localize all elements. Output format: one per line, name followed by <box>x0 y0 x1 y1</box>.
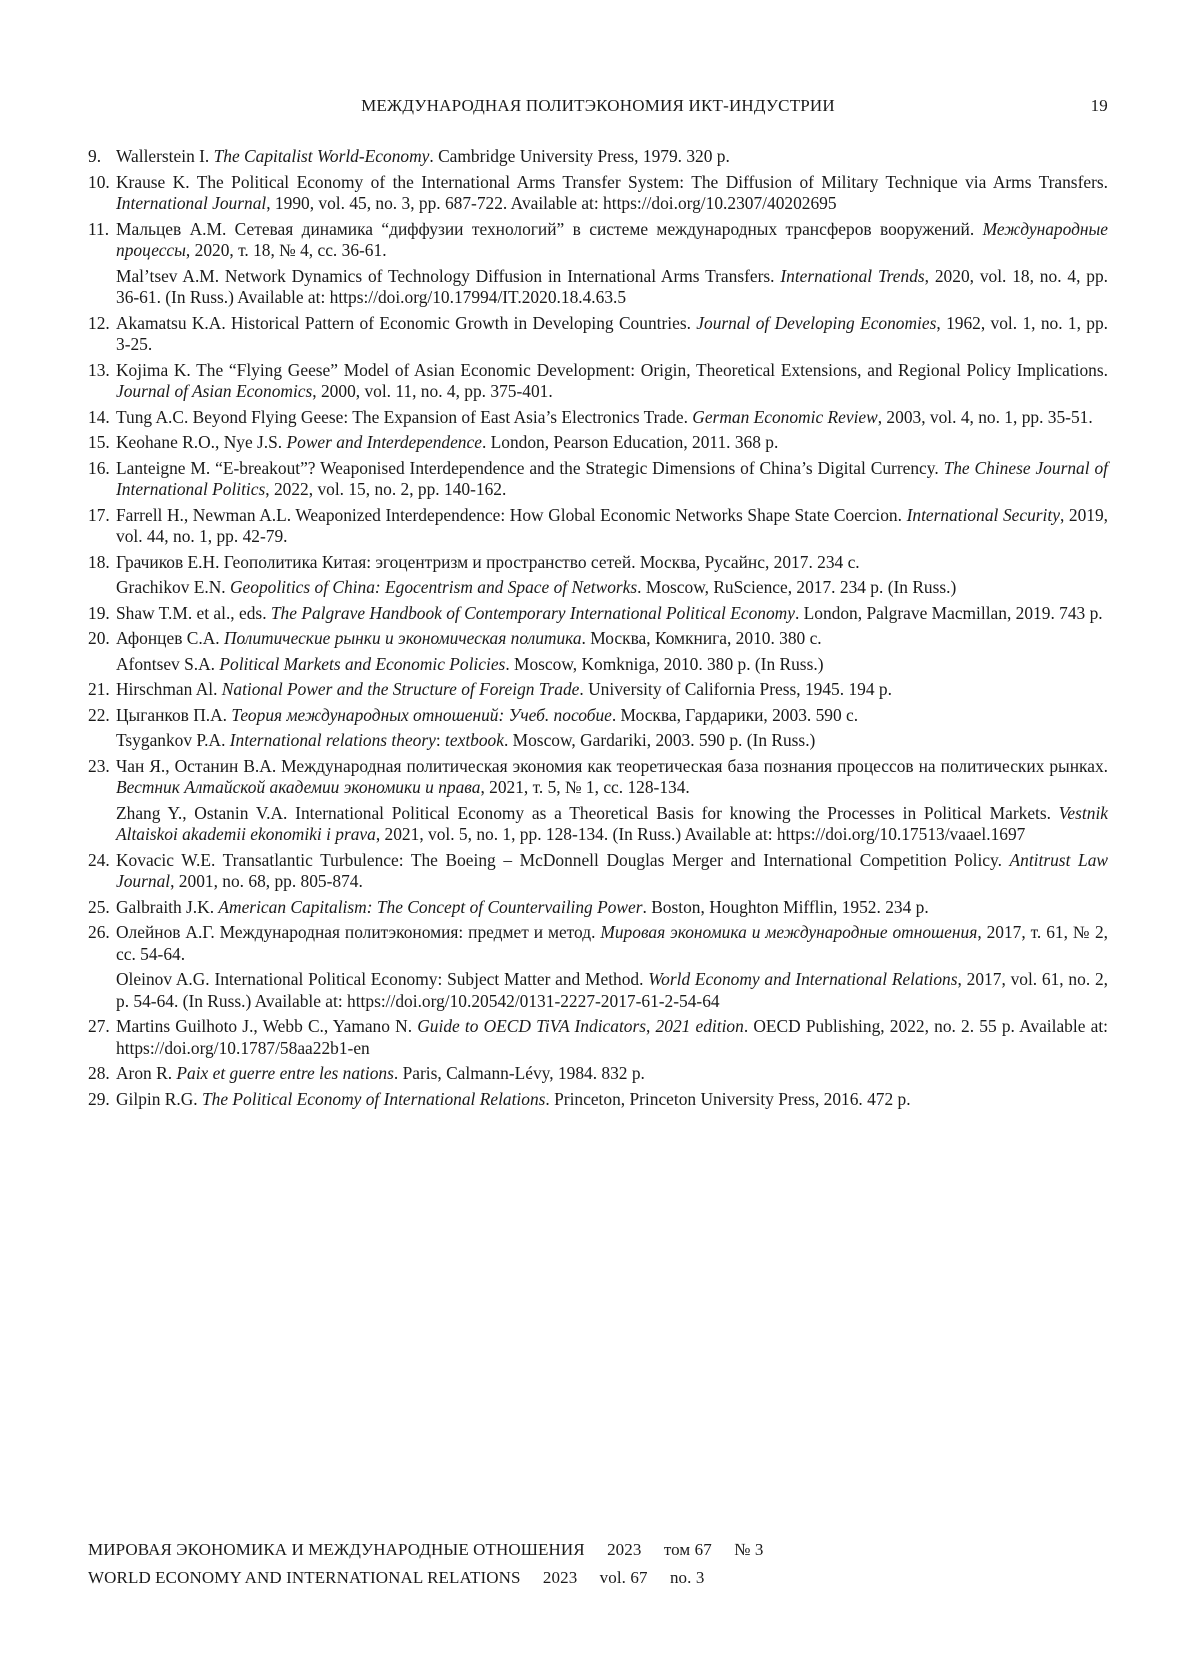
reference-text <box>116 1089 1108 1111</box>
reference-text <box>116 922 1108 1012</box>
reference-segment: . Moscow, RuScience, 2017. 234 p. (In Russ.) <box>637 577 956 597</box>
reference-segment: , 2017, т. 61, № 2, сс. 54-64. <box>116 922 1108 964</box>
reference-italic-segment: Journal of Asian Economics <box>116 381 312 401</box>
reference-text <box>116 1016 1108 1059</box>
reference-number: 18. <box>88 552 116 599</box>
reference-segment: , 1990, vol. 45, no. 3, pp. 687-722. Available at: https://doi.org/10.2307/40202695 <box>266 193 836 213</box>
reference-number: 28. <box>88 1063 116 1085</box>
reference-item <box>88 360 1108 403</box>
reference-text <box>116 505 1108 548</box>
reference-text <box>116 360 1108 403</box>
reference-item <box>88 1089 1108 1111</box>
reference-segment: Афонцев С.А. <box>116 628 224 648</box>
reference-paragraph <box>116 407 1108 429</box>
page-number: 19 <box>1091 96 1108 116</box>
reference-item <box>88 705 1108 752</box>
reference-text <box>116 172 1108 215</box>
footer-journal-name-ru: МИРОВАЯ ЭКОНОМИКА И МЕЖДУНАРОДНЫЕ ОТНОШЕНИЯ <box>88 1540 585 1559</box>
reference-segment: Keohane R.O., Nye J.S. <box>116 432 287 452</box>
reference-item <box>88 850 1108 893</box>
reference-segment: Farrell H., Newman A.L. Weaponized Interdependence: How Global Economic Networks Shape State Coercion. <box>116 505 907 525</box>
reference-segment: , 1962, vol. 1, no. 1, pp. 3-25. <box>116 313 1108 355</box>
reference-text <box>116 552 1108 599</box>
reference-text <box>116 679 1108 701</box>
reference-text <box>116 432 1108 454</box>
reference-text <box>116 705 1108 752</box>
reference-item <box>88 505 1108 548</box>
reference-paragraph <box>116 679 1108 701</box>
reference-item <box>88 922 1108 1012</box>
reference-paragraph <box>116 969 1108 1012</box>
reference-number: 12. <box>88 313 116 356</box>
reference-paragraph <box>116 603 1108 625</box>
reference-paragraph <box>116 219 1108 262</box>
reference-text <box>116 756 1108 846</box>
reference-number: 25. <box>88 897 116 919</box>
reference-segment: , 2017, vol. 61, no. 2, p. 54-64. (In Russ.) Available at: https://doi.org/10.20542/0131-2227-2017-61-2-54-64 <box>116 969 1108 1011</box>
reference-paragraph <box>116 628 1108 650</box>
reference-italic-segment: The Palgrave Handbook of Contemporary International Political Economy <box>271 603 795 623</box>
reference-italic-segment: Political Markets and Economic Policies <box>219 654 505 674</box>
reference-text <box>116 850 1108 893</box>
reference-italic-segment: Теория международных отношений: Учеб. пособие <box>231 705 611 725</box>
reference-text <box>116 313 1108 356</box>
reference-segment: , <box>646 1016 656 1036</box>
footer-russian <box>88 1540 763 1560</box>
reference-paragraph <box>116 577 1108 599</box>
reference-number: 17. <box>88 505 116 548</box>
reference-text <box>116 897 1108 919</box>
reference-paragraph <box>116 313 1108 356</box>
reference-segment: Oleinov A.G. International Political Economy: Subject Matter and Method. <box>116 969 648 989</box>
reference-number: 29. <box>88 1089 116 1111</box>
running-header <box>88 96 1108 122</box>
footer-issue-ru: № 3 <box>734 1540 763 1559</box>
reference-segment: Martins Guilhoto J., Webb C., Yamano N. <box>116 1016 417 1036</box>
reference-italic-segment: American Capitalism: The Concept of Countervailing Power <box>218 897 642 917</box>
reference-number: 14. <box>88 407 116 429</box>
reference-segment: Wallerstein I. <box>116 146 214 166</box>
reference-item <box>88 756 1108 846</box>
reference-text <box>116 407 1108 429</box>
reference-text <box>116 146 1108 168</box>
reference-segment: . Paris, Calmann-Lévy, 1984. 832 p. <box>394 1063 645 1083</box>
reference-paragraph <box>116 705 1108 727</box>
reference-paragraph <box>116 1063 1108 1085</box>
reference-number: 10. <box>88 172 116 215</box>
reference-item <box>88 1016 1108 1059</box>
reference-segment: Tung A.C. Beyond Flying Geese: The Expansion of East Asia’s Electronics Trade. <box>116 407 692 427</box>
reference-segment: . University of California Press, 1945. 194 p. <box>579 679 892 699</box>
reference-paragraph <box>116 505 1108 548</box>
footer-year-en: 2023 <box>543 1568 577 1587</box>
reference-segment: Чан Я., Останин В.А. Международная политическая экономия как теоретическая база познания процессов на политических рынках. <box>116 756 1108 776</box>
reference-text <box>116 219 1108 309</box>
reference-segment: . Boston, Houghton Mifflin, 1952. 234 p. <box>643 897 929 917</box>
reference-segment: Grachikov E.N. <box>116 577 230 597</box>
reference-item <box>88 313 1108 356</box>
reference-segment: , 2020, vol. 18, no. 4, pp. 36-61. (In Russ.) Available at: https://doi.org/10.17994/IT.2020.18.4.63.5 <box>116 266 1108 308</box>
reference-number: 24. <box>88 850 116 893</box>
reference-italic-segment: International Trends <box>780 266 924 286</box>
reference-item <box>88 146 1108 168</box>
reference-italic-segment: Paix et guerre entre les nations <box>176 1063 394 1083</box>
reference-item <box>88 603 1108 625</box>
reference-segment: Mal’tsev A.M. Network Dynamics of Technology Diffusion in International Arms Transfers. <box>116 266 780 286</box>
reference-number: 13. <box>88 360 116 403</box>
reference-paragraph <box>116 756 1108 799</box>
reference-segment: , 2020, т. 18, № 4, сс. 36-61. <box>186 240 387 260</box>
reference-item <box>88 407 1108 429</box>
reference-number: 19. <box>88 603 116 625</box>
reference-item <box>88 628 1108 675</box>
reference-italic-segment: 2021 edition <box>656 1016 744 1036</box>
reference-number: 11. <box>88 219 116 309</box>
reference-italic-segment: The Capitalist World-Economy <box>214 146 430 166</box>
reference-segment: Lanteigne M. “E-breakout”? Weaponised Interdependence and the Strategic Dimensions of China’s Digital Currency. <box>116 458 944 478</box>
reference-italic-segment: The Political Economy of International Relations <box>202 1089 545 1109</box>
reference-paragraph <box>116 266 1108 309</box>
footer-volume-en: vol. 67 <box>600 1568 648 1587</box>
reference-italic-segment: Вестник Алтайской академии экономики и права <box>116 777 480 797</box>
reference-item <box>88 432 1108 454</box>
reference-segment: Kojima K. The “Flying Geese” Model of Asian Economic Development: Origin, Theoretical Extensions, and Regional Policy Implications. <box>116 360 1108 380</box>
reference-italic-segment: International relations theory <box>230 730 436 750</box>
footer-english <box>88 1568 704 1588</box>
reference-italic-segment: International Security <box>907 505 1060 525</box>
reference-italic-segment: Мировая экономика и международные отношения <box>600 922 977 942</box>
reference-paragraph <box>116 458 1108 501</box>
reference-italic-segment: Международные процессы <box>116 219 1108 261</box>
reference-paragraph <box>116 1089 1108 1111</box>
reference-segment: , 2019, vol. 44, no. 1, pp. 42-79. <box>116 505 1108 547</box>
reference-paragraph <box>116 360 1108 403</box>
reference-paragraph <box>116 897 1108 919</box>
reference-segment: . London, Palgrave Macmillan, 2019. 743 p. <box>795 603 1103 623</box>
reference-italic-segment: textbook <box>445 730 504 750</box>
reference-paragraph <box>116 172 1108 215</box>
reference-text <box>116 603 1108 625</box>
reference-segment: . Moscow, Komkniga, 2010. 380 p. (In Russ.) <box>505 654 823 674</box>
reference-italic-segment: The Chinese Journal of International Politics <box>116 458 1108 500</box>
reference-item <box>88 1063 1108 1085</box>
footer-year-ru: 2023 <box>607 1540 641 1559</box>
reference-text <box>116 1063 1108 1085</box>
reference-number: 16. <box>88 458 116 501</box>
footer-issue-en: no. 3 <box>670 1568 705 1587</box>
reference-italic-segment: Antitrust Law Journal <box>116 850 1108 892</box>
reference-segment: Galbraith J.K. <box>116 897 218 917</box>
reference-number: 23. <box>88 756 116 846</box>
reference-italic-segment: National Power and the Structure of Foreign Trade <box>222 679 580 699</box>
reference-italic-segment: Vestnik Altaiskoi akademii ekonomiki i prava <box>116 803 1108 845</box>
reference-paragraph <box>116 432 1108 454</box>
reference-segment: Aron R. <box>116 1063 176 1083</box>
reference-paragraph <box>116 803 1108 846</box>
reference-item <box>88 219 1108 309</box>
reference-item <box>88 897 1108 919</box>
reference-text <box>116 628 1108 675</box>
reference-paragraph <box>116 850 1108 893</box>
reference-segment: Zhang Y., Ostanin V.A. International Political Economy as a Theoretical Basis for knowing the Processes in Political Markets. <box>116 803 1059 823</box>
reference-segment: , 2003, vol. 4, no. 1, pp. 35-51. <box>878 407 1093 427</box>
reference-number: 22. <box>88 705 116 752</box>
reference-segment: Цыганков П.А. <box>116 705 231 725</box>
footer-journal-name-en: WORLD ECONOMY AND INTERNATIONAL RELATIONS <box>88 1568 521 1587</box>
reference-segment: . Москва, Комкнига, 2010. 380 с. <box>582 628 822 648</box>
reference-text <box>116 458 1108 501</box>
reference-item <box>88 552 1108 599</box>
reference-segment: Krause K. The Political Economy of the International Arms Transfer System: The Diffusion of Military Technique via Arms Transfers. <box>116 172 1108 192</box>
reference-item <box>88 172 1108 215</box>
reference-italic-segment: Guide to OECD TiVA Indicators <box>417 1016 646 1036</box>
reference-segment: Олейнов А.Г. Международная политэкономия: предмет и метод. <box>116 922 600 942</box>
reference-number: 27. <box>88 1016 116 1059</box>
reference-italic-segment: Power and Interdependence <box>287 432 482 452</box>
reference-paragraph <box>116 146 1108 168</box>
reference-segment: , 2001, no. 68, pp. 805-874. <box>170 871 363 891</box>
reference-paragraph <box>116 730 1108 752</box>
reference-segment: : <box>436 730 445 750</box>
reference-segment: , 2021, vol. 5, no. 1, pp. 128-134. (In Russ.) Available at: https://doi.org/10.17513/vaael.1697 <box>376 824 1026 844</box>
reference-segment: Akamatsu K.A. Historical Pattern of Economic Growth in Developing Countries. <box>116 313 696 333</box>
reference-item <box>88 458 1108 501</box>
reference-segment: . Moscow, Gardariki, 2003. 590 p. (In Russ.) <box>504 730 815 750</box>
reference-paragraph <box>116 922 1108 965</box>
reference-segment: . OECD Publishing, 2022, no. 2. 55 p. Available at: https://doi.org/10.1787/58aa22b1-en <box>116 1016 1108 1058</box>
reference-segment: Shaw T.M. et al., eds. <box>116 603 271 623</box>
reference-number: 9. <box>88 146 116 168</box>
reference-segment: Afontsev S.A. <box>116 654 219 674</box>
reference-number: 20. <box>88 628 116 675</box>
reference-segment: . London, Pearson Education, 2011. 368 p. <box>482 432 778 452</box>
reference-segment: Грачиков Е.Н. Геополитика Китая: эгоцентризм и пространство сетей. Москва, Русайнс, 2017. 234 с. <box>116 552 860 572</box>
reference-italic-segment: Journal of Developing Economies <box>696 313 936 333</box>
reference-number: 26. <box>88 922 116 1012</box>
reference-segment: Kovacic W.E. Transatlantic Turbulence: The Boeing – McDonnell Douglas Merger and International Competition Policy. <box>116 850 1010 870</box>
reference-list <box>88 146 1108 1114</box>
reference-paragraph <box>116 654 1108 676</box>
reference-segment: Мальцев А.М. Сетевая динамика “диффузии технологий” в системе международных трансферов вооружений. <box>116 219 983 239</box>
reference-segment: , 2022, vol. 15, no. 2, pp. 140-162. <box>265 479 506 499</box>
footer-volume-ru: том 67 <box>664 1540 712 1559</box>
reference-italic-segment: Geopolitics of China: Egocentrism and Space of Networks <box>230 577 637 597</box>
reference-italic-segment: World Economy and International Relations <box>648 969 957 989</box>
reference-segment: Gilpin R.G. <box>116 1089 202 1109</box>
reference-segment: Tsygankov P.A. <box>116 730 230 750</box>
reference-italic-segment: Политические рынки и экономическая политика <box>224 628 582 648</box>
running-header-title: МЕЖДУНАРОДНАЯ ПОЛИТЭКОНОМИЯ ИКТ-ИНДУСТРИИ <box>88 96 1108 116</box>
reference-paragraph <box>116 1016 1108 1059</box>
reference-number: 21. <box>88 679 116 701</box>
reference-segment: , 2021, т. 5, № 1, сс. 128-134. <box>480 777 689 797</box>
reference-segment: , 2000, vol. 11, no. 4, pp. 375-401. <box>312 381 552 401</box>
reference-item <box>88 679 1108 701</box>
reference-segment: Hirschman Al. <box>116 679 222 699</box>
reference-segment: . Москва, Гардарики, 2003. 590 с. <box>612 705 858 725</box>
reference-italic-segment: German Economic Review <box>692 407 877 427</box>
reference-segment: . Cambridge University Press, 1979. 320 p. <box>429 146 729 166</box>
reference-italic-segment: International Journal <box>116 193 266 213</box>
reference-paragraph <box>116 552 1108 574</box>
reference-number: 15. <box>88 432 116 454</box>
reference-segment: . Princeton, Princeton University Press, 2016. 472 p. <box>545 1089 910 1109</box>
